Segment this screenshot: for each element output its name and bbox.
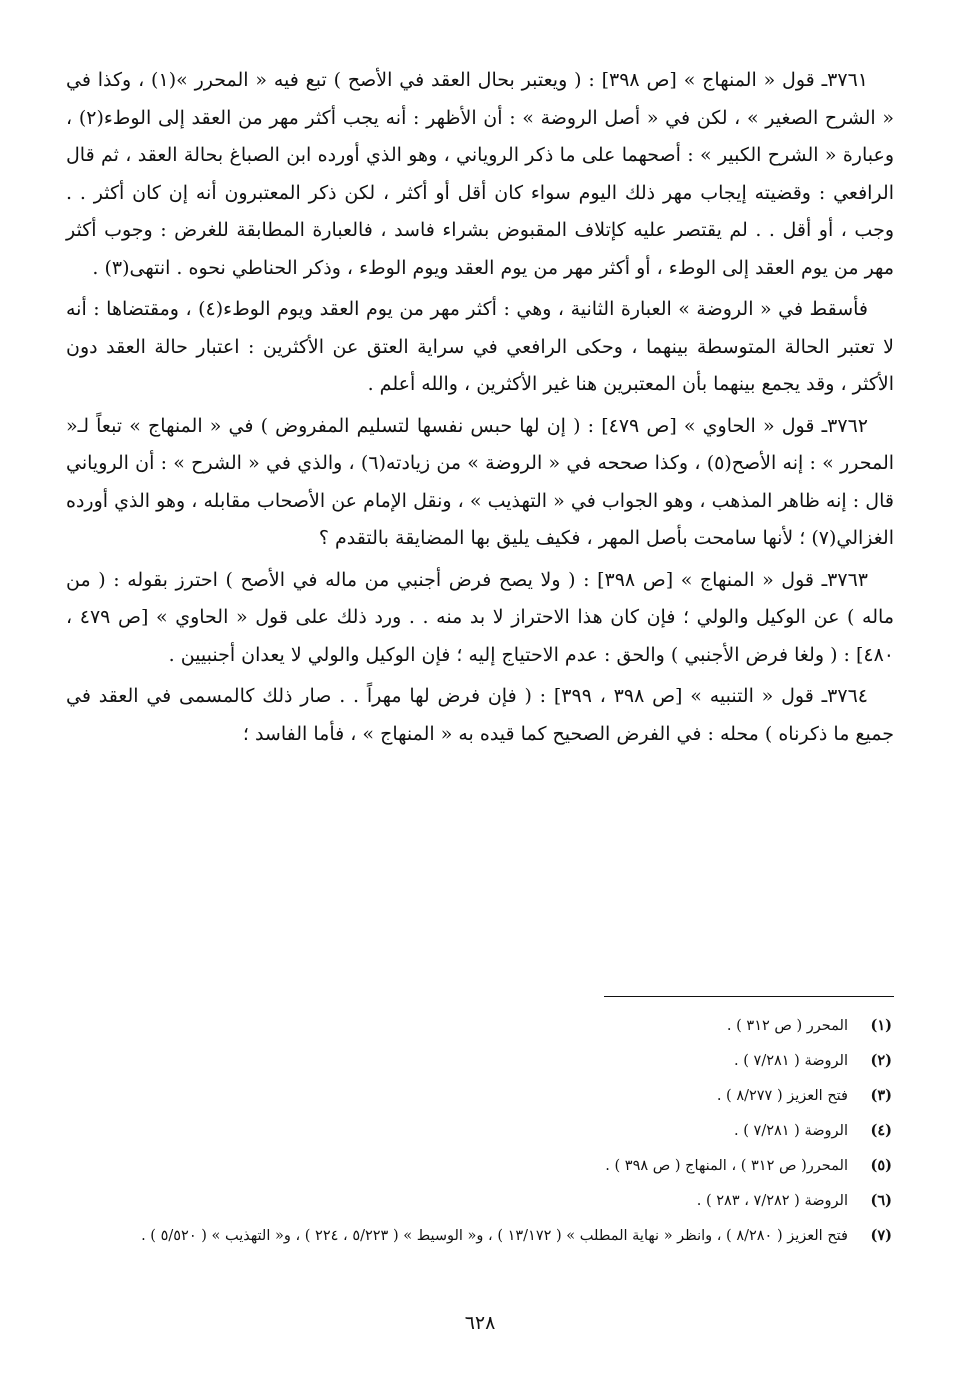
paragraph-3763: ٣٧٦٣ـ قول « المنهاج » [ص ٣٩٨] : ( ولا يصح فرض أجنبي من ماله في الأصح ) احترز بقوله : ( من ماله ) عن الوكيل والولي ؛ فإن كان هذا الاحتراز لا بد منه . . ورد ذلك على قول « الحاوي » [ص ٤٧٩ ، ٤٨٠] : ( ولغا فرض الأجنبي ) والحق : عدم الاحتياج إليه ؛ فإن الوكيل والولي لا يعدان أجنبيين . [66,568,895,666]
footnote-item [66,1084,894,1108]
footnote-number: (٤) [870,1122,892,1139]
footnote-number: (٣) [870,1087,892,1104]
footnote-text: فتح العزيز ( ٨/٢٧٧ ) . [716,1088,848,1104]
footnote-number: (٧) [870,1227,892,1244]
footnote-text: الروضة ( ٧/٢٨١ ) . [734,1123,848,1139]
page-number: ٦٢٨ [464,1312,496,1334]
footnote-divider [604,996,894,997]
footnote-number: (٥) [870,1157,892,1174]
footnote-item [66,1014,894,1038]
footnote-text: فتح العزيز ( ٨/٢٨٠ ) ، وانظر « نهاية المطلب » ( ١٣/١٧٢ ) ، و« الوسيط » ( ٥/٢٢٣ ، ٢٢٤ ) ، و« التهذيب » ( ٥/٥٢٠ ) . [141,1228,848,1244]
paragraph-3761: ٣٧٦١ـ قول « المنهاج » [ص ٣٩٨] : ( ويعتبر بحال العقد في الأصح ) تبع فيه « المحرر »(١) ، وكذا في « الشرح الصغير » ، لكن في « أصل الروضة » : أن الأظهر : أنه يجب أكثر مهر من العقد إلى الوطء(٢) ، وعبارة « الشرح الكبير » : أصحهما على ما ذكر الروياني ، وهو الذي أورده ابن الصباغ بحالة العقد ، ثم قال الرافعي : وقضيته إيجاب مهر ذلك اليوم سواء كان أقل أو أكثر ، لكن ذكر المعتبرون أنه إن كان أكثر . . وجب ، أو أقل . . لم يقتصر عليه كإتلاف المقبوض بشراء فاسد ، فالعبارة المطابقة للغرض : وجوب أكثر مهر من يوم العقد إلى الوطء ، أو أكثر مهر من يوم العقد ويوم الوطء ، وذكر الحناطي نحوه . انتهى(٣) . [66,69,894,279]
footnote-number: (٦) [870,1192,892,1209]
footnote-text: المحرر( ص ٣١٢ ) ، المنهاج ( ص ٣٩٨ ) . [605,1158,848,1174]
footnote-number: (٢) [870,1052,892,1069]
footnote-item [66,1154,894,1178]
footnote-item [66,1049,894,1073]
footnote-item [66,1119,894,1143]
footnote-item [66,1189,894,1213]
footnote-item [66,1224,894,1248]
paragraph-continuation: فأسقط في « الروضة » العبارة الثانية ، وهي : أكثر مهر من يوم العقد ويوم الوطء(٤) ، ومقتضاها : أنه لا تعتبر الحالة المتوسطة بينهما ، وحكى الرافعي في سراية العتق عن الأكثرين : اعتبار حالة العقد دون الأكثر ، وقد يجمع بينهما بأن المعتبرين هنا غير الأكثرين ، والله أعلم . [66,298,894,395]
footnote-text: الروضة ( ٧/٢٨١ ) . [734,1053,848,1069]
paragraph-3762: ٣٧٦٢ـ قول « الحاوي » [ص ٤٧٩] : ( إن لها حبس نفسها لتسليم المفروض ) في « المنهاج » تبعاً لـ« المحرر » : إنه الأصح(٥) ، وكذا صححه في « الروضة » من زيادته(٦) ، والذي في « الشرح » : أن الروياني قال : إنه ظاهر المذهب ، وهو الجواب في « التهذيب » ، ونقل الإمام عن الأصحاب مقابله ، وهو الذي أورده الغزالي(٧) ؛ لأنها سامحت بأصل المهر ، فكيف يليق بها المضايقة بالتقدم ؟ [66,414,895,549]
footnote-text: الروضة ( ٧/٢٨٢ ، ٢٨٣ ) . [696,1193,848,1209]
footnote-text: المحرر ( ص ٣١٢ ) . [726,1018,848,1034]
footnotes-section [66,1014,894,1259]
footnote-number: (١) [870,1017,892,1034]
paragraph-3764: ٣٧٦٤ـ قول « التنبيه » [ص ٣٩٨ ، ٣٩٩] : ( فإن فرض لها مهراً . . صار ذلك كالمسمى في العقد في جميع ما ذكرناه ) محله : في الفرض الصحيح كما قيده به « المنهاج » ، فأما الفاسد ؛ [66,685,894,745]
